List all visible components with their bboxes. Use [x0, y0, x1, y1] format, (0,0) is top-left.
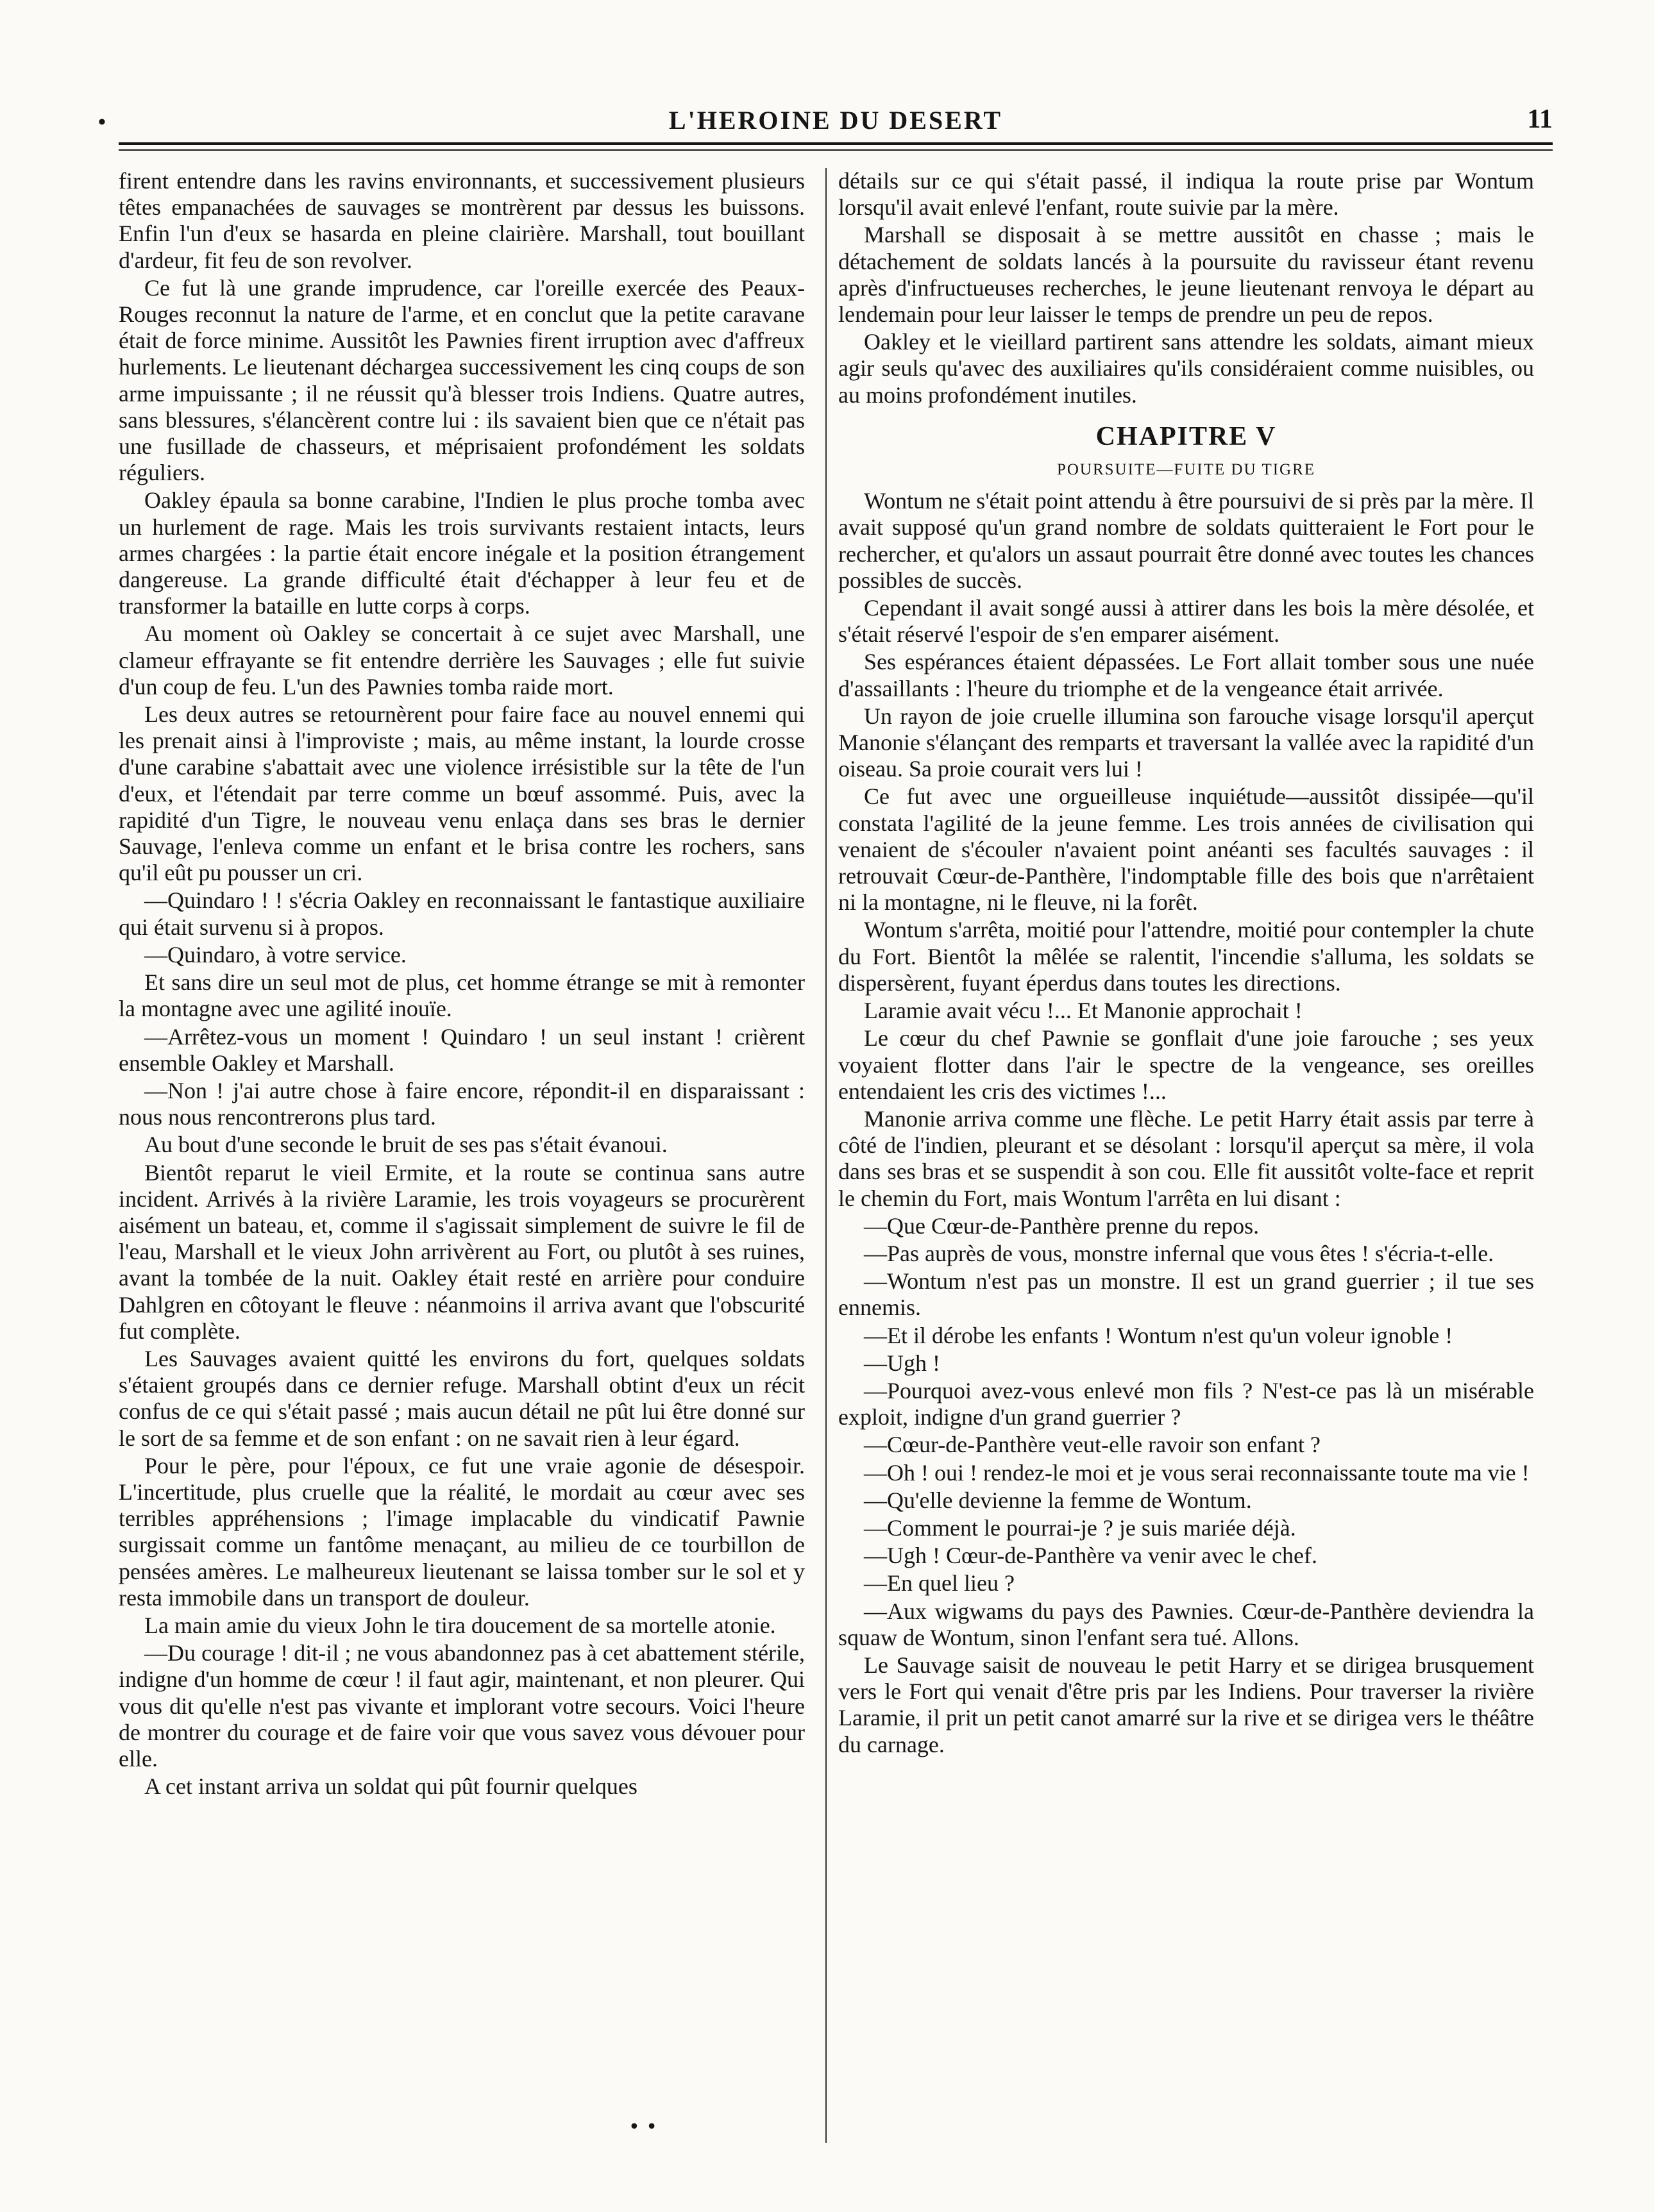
paragraph: —En quel lieu ?	[864, 1570, 1015, 1596]
paragraph: —Pas auprès de vous, monstre infernal que vous êtes ! s'écria-t-elle.	[864, 1240, 1494, 1266]
paragraph: Wontum s'arrêta, moitié pour l'attendre, moitié pour contempler la chute du Fort. Bientôt la mêlée se ralentit, l'incendie s'alluma, les soldats se dispersèrent, fuyant éperdus dans toutes les directions.	[838, 917, 1534, 996]
paragraph: Manonie arriva comme une flèche. Le petit Harry était assis par terre à côté de l'indien, pleurant et se désolant : lorsqu'il aperçut sa mère, il vola dans ses bras et se suspendit à son cou. Elle fit aussitôt volte-face et reprit le chemin du Fort, mais Wontum l'arrêta en lui disant :	[838, 1105, 1534, 1211]
paragraph: —Du courage ! dit-il ; ne vous abandonnez pas à cet abattement stérile, indigne d'un homme de cœur ! il faut agir, maintenant, et non pleurer. Qui vous dit qu'elle n'est pas vivante et implorant votre secours. Voici l'heure de montrer du courage et de faire voir que vous savez vous dévouer pour elle.	[119, 1640, 805, 1772]
left-column	[119, 168, 805, 1800]
header-rule-thick	[119, 142, 1553, 145]
paragraph: Les Sauvages avaient quitté les environs du fort, quelques soldats s'étaient groupés dans ce dernier refuge. Marshall obtint d'eux un récit confus de ce qui s'était passé ; mais aucun détail ne pût lui être donné sur le sort de sa femme et de son enfant : on ne savait rien à leur égard.	[119, 1345, 805, 1451]
paragraph: —Qu'elle devienne la femme de Wontum.	[864, 1487, 1252, 1513]
page-number: 11	[1527, 105, 1553, 134]
paragraph: Oakley et le vieillard partirent sans attendre les soldats, aimant mieux agir seuls qu'avec des auxiliaires qu'ils considéraient comme nuisibles, ou au moins profondément inutiles.	[838, 329, 1534, 408]
paragraph: Le Sauvage saisit de nouveau le petit Harry et se dirigea brusquement vers le Fort qui venait d'être pris par les Indiens. Pour traverser la rivière Laramie, il prit un petit canot amarré sur la rive et se dirigea vers le théâtre du carnage.	[838, 1652, 1534, 1757]
paragraph: Laramie avait vécu !... Et Manonie approchait !	[864, 998, 1303, 1024]
paragraph: Au bout d'une seconde le bruit de ses pas s'était évanoui.	[144, 1132, 668, 1158]
paragraph: Ses espérances étaient dépassées. Le Fort allait tomber sous une nuée d'assaillants : l'heure du triomphe et de la vengeance était arrivée.	[838, 649, 1534, 701]
paragraph: Bientôt reparut le vieil Ermite, et la route se continua sans autre incident. Arrivés à la rivière Laramie, les trois voyageurs se procurèrent aisément un bateau, et, comme il s'agissait simplement de suivre le fil de l'eau, Marshall et le vieux John arrivèrent au Fort, ou plutôt à ses ruines, avant la tombée de la nuit. Oakley était resté en arrière pour conduire Dahlgren en côtoyant le fleuve : néanmoins il arriva avant que l'obscurité fut complète.	[119, 1159, 805, 1344]
print-speck: • •	[629, 2116, 657, 2138]
paragraph: —Et il dérobe les enfants ! Wontum n'est qu'un voleur ignoble !	[864, 1322, 1453, 1348]
paragraph: Ce fut avec une orgueilleuse inquiétude—aussitôt dissipée—qu'il constata l'agilité de la jeune femme. Les trois années de civilisation qui venaient de s'écouler n'avaient point anéanti ses facultés sauvages : il retrouvait Cœur-de-Panthère, l'indomptable fille des bois que n'arrêtaient ni la montagne, ni le fleuve, ni la forêt.	[838, 783, 1534, 916]
paragraph: Wontum ne s'était point attendu à être poursuivi de si près par la mère. Il avait supposé qu'un grand nombre de soldats quitteraient le Fort pour le rechercher, et qu'alors un assaut pourrait être donné avec toutes les chances possibles de succès.	[838, 488, 1534, 593]
paragraph: Au moment où Oakley se concertait à ce sujet avec Marshall, une clameur effrayante se fit entendre derrière les Sauvages ; elle fut suivie d'un coup de feu. L'un des Pawnies tomba raide mort.	[119, 621, 805, 700]
paragraph: —Arrêtez-vous un moment ! Quindaro ! un seul instant ! crièrent ensemble Oakley et Marshall.	[119, 1023, 805, 1076]
paragraph: Le cœur du chef Pawnie se gonflait d'une joie farouche ; ses yeux voyaient flotter dans l'air le spectre de la vengeance, ses oreilles entendaient les cris des victimes !...	[838, 1025, 1534, 1104]
paragraph: Les deux autres se retournèrent pour faire face au nouvel ennemi qui les prenait ainsi à l'improviste ; mais, au même instant, la lourde crosse d'une carabine s'abattait avec une violence irrésistible sur la tête de l'un d'eux, et l'étendait par terre comme un bœuf assommé. Puis, avec la rapidité d'un Tigre, le nouveau venu enlaça dans ses bras le dernier Sauvage, l'enleva comme un enfant et le brisa contre les rochers, sans qu'il eût pu pousser un cri.	[119, 701, 805, 886]
page-header	[98, 101, 1553, 140]
paragraph: A cet instant arriva un soldat qui pût fournir quelques	[144, 1773, 637, 1800]
paragraph: Oakley épaula sa bonne carabine, l'Indien le plus proche tomba avec un hurlement de rage. Mais les trois survivants restaient intacts, leurs armes chargées : la partie était encore inégale et la position étrangement dangereuse. La grande difficulté était d'échapper à leur feu et de transformer la bataille en lutte corps à corps.	[119, 487, 805, 619]
paragraph: Pour le père, pour l'époux, ce fut une vraie agonie de désespoir. L'incertitude, plus cruelle que la réalité, le mordait au cœur avec ses terribles appréhensions ; l'image implacable du vindicatif Pawnie surgissait comme un fantôme menaçant, au milieu de ce tourbillon de pensées amères. Le malheureux lieutenant se laissa tomber sur le sol et y resta immobile dans un transport de douleur.	[119, 1452, 805, 1611]
margin-bullet: •	[98, 110, 106, 134]
paragraph: —Quindaro, à votre service.	[144, 941, 407, 968]
paragraph: —Non ! j'ai autre chose à faire encore, répondit-il en disparaissant : nous nous rencontrerons plus tard.	[119, 1077, 805, 1130]
paragraph: Un rayon de joie cruelle illumina son farouche visage lorsqu'il aperçut Manonie s'élançant des remparts et traversant la vallée avec la rapidité d'un oiseau. Sa proie courait vers lui !	[838, 703, 1534, 782]
paragraph: La main amie du vieux John le tira doucement de sa mortelle atonie.	[144, 1612, 776, 1638]
paragraph: Et sans dire un seul mot de plus, cet homme étrange se mit à remonter la montagne avec une agilité inouïe.	[119, 969, 805, 1022]
column-divider	[825, 168, 827, 2143]
paragraph: —Quindaro ! ! s'écria Oakley en reconnaissant le fantastique auxiliaire qui était survenu si à propos.	[119, 887, 805, 940]
right-column	[838, 168, 1534, 1758]
paragraph: —Oh ! oui ! rendez-le moi et je vous serai reconnaissante toute ma vie !	[864, 1459, 1530, 1486]
chapter-title: CHAPITRE V	[1095, 421, 1277, 451]
paragraph: Cependant il avait songé aussi à attirer dans les bois la mère désolée, et s'était réservé l'espoir de s'en emparer aisément.	[838, 595, 1534, 648]
paragraph: —Ugh ! Cœur-de-Panthère va venir avec le chef.	[864, 1543, 1317, 1569]
chapter-subtitle: POURSUITE—FUITE DU TIGRE	[1056, 461, 1316, 479]
paragraph: Ce fut là une grande imprudence, car l'oreille exercée des Peaux-Rouges reconnut la nature de l'arme, et en conclut que la petite caravane était de force minime. Aussitôt les Pawnies firent irruption avec d'affreux hurlements. Le lieutenant déchargea successivement les cinq coups de son arme impuissante ; il ne réussit qu'à blesser trois Indiens. Quatre autres, sans blessures, s'élancèrent contre lui : ils savaient bien que ce n'était pas une fusillade de chasseurs, et méprisaient profondément les soldats réguliers.	[119, 274, 805, 486]
paragraph: détails sur ce qui s'était passé, il indiqua la route prise par Wontum lorsqu'il avait enlevé l'enfant, route suivie par la mère.	[838, 168, 1534, 221]
paragraph: —Pourquoi avez-vous enlevé mon fils ? N'est-ce pas là un misérable exploit, indigne d'un grand guerrier ?	[838, 1377, 1534, 1430]
paragraph: —Ugh !	[864, 1350, 940, 1376]
paragraph: —Cœur-de-Panthère veut-elle ravoir son enfant ?	[864, 1432, 1321, 1458]
paragraph: —Wontum n'est pas un monstre. Il est un grand guerrier ; il tue ses ennemis.	[838, 1268, 1534, 1321]
paragraph: firent entendre dans les ravins environnants, et successivement plusieurs têtes empanachées de sauvages se montrèrent par dessus les buissons. Enfin l'un d'eux se hasarda en pleine clairière. Marshall, tout bouillant d'ardeur, fit feu de son revolver.	[119, 168, 805, 273]
paragraph: Marshall se disposait à se mettre aussitôt en chasse ; mais le détachement de soldats lancés à la poursuite du ravisseur étant revenu après d'infructueuses recherches, le jeune lieutenant renvoya le départ au lendemain pour leur laisser le temps de prendre un peu de repos.	[838, 222, 1534, 328]
header-rule-thin	[119, 149, 1553, 151]
paragraph: —Que Cœur-de-Panthère prenne du repos.	[864, 1212, 1260, 1239]
paragraph: —Aux wigwams du pays des Pawnies. Cœur-de-Panthère deviendra la squaw de Wontum, sinon l'enfant sera tué. Allons.	[838, 1598, 1534, 1650]
running-title: L'HEROINE DU DESERT	[668, 106, 1003, 135]
paragraph: —Comment le pourrai-je ? je suis mariée déjà.	[864, 1514, 1296, 1541]
